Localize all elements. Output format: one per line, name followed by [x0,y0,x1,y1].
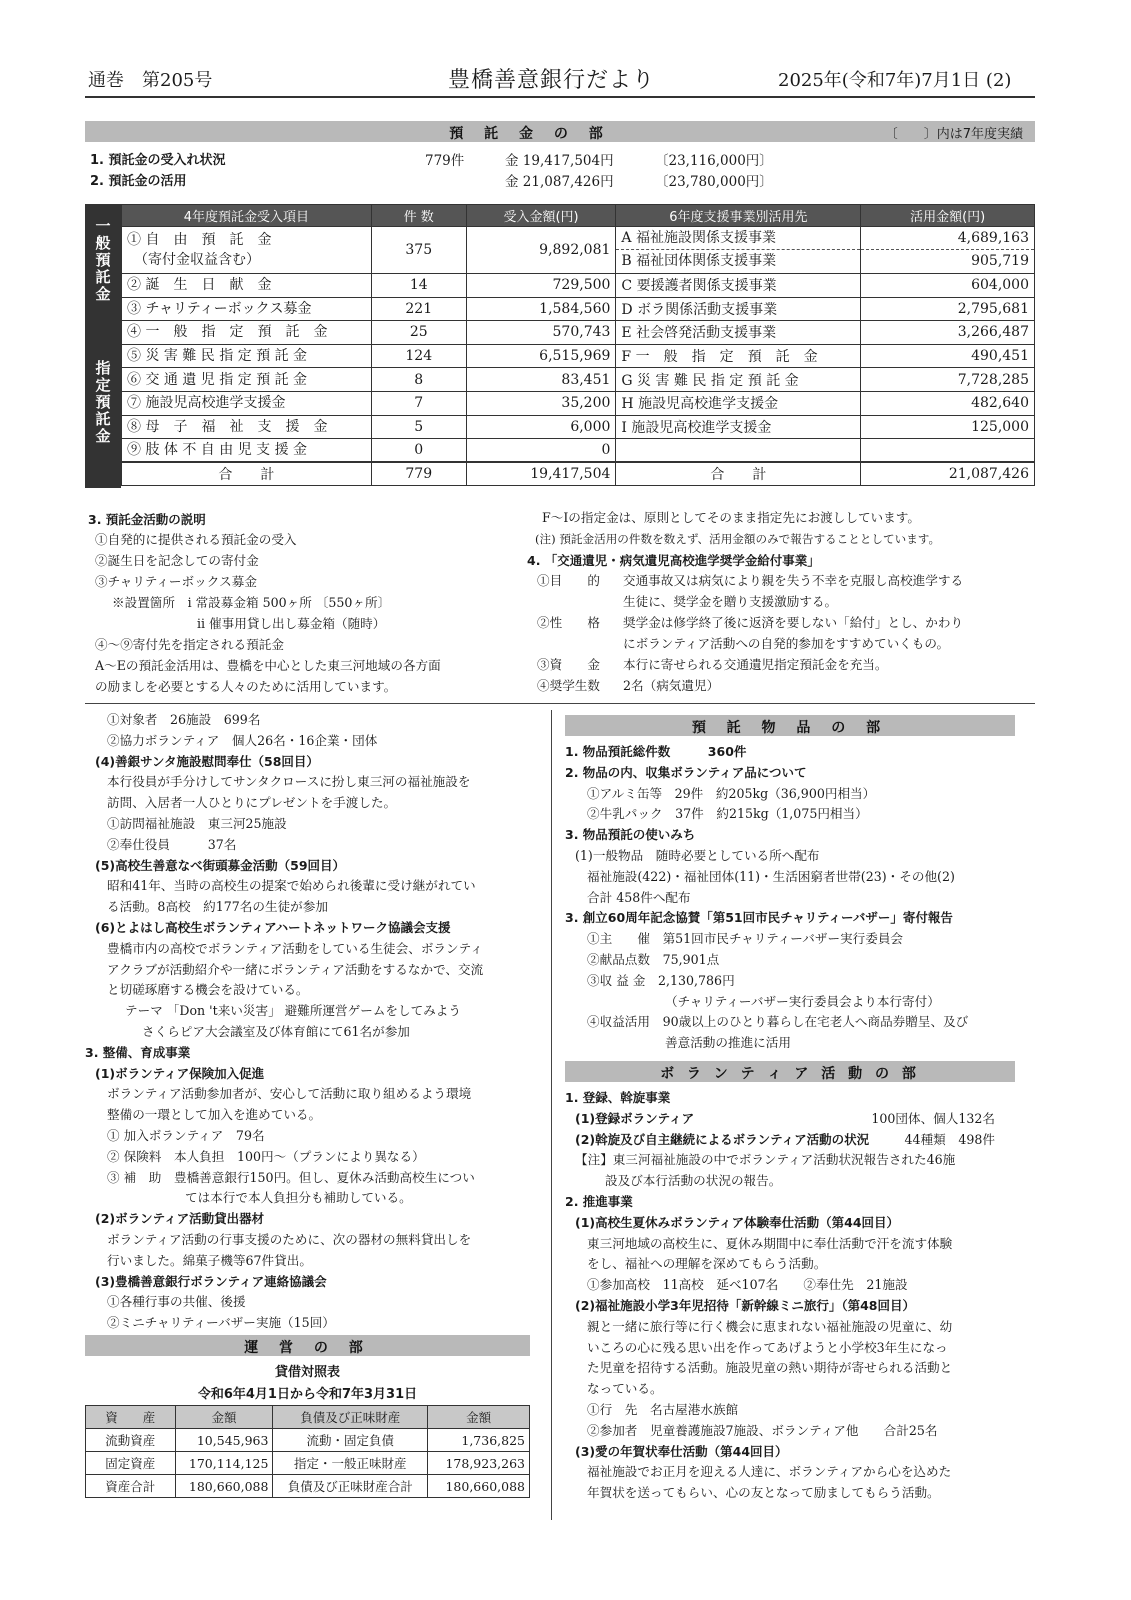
item-heading: (3)愛の年賀状奉仕活動（第44回目） [575,1443,788,1459]
item-line: ②ミニチャリティーバザー実施（15回） [107,1315,335,1331]
item-line: 行いました。綿菓子機等67件貸出。 [107,1252,312,1268]
explain-title: 3. 預託金活動の説明 [88,512,206,527]
summary-prev: 〔23,116,000円〕 [655,153,773,169]
explain-line: ①自発的に提供される預託金の受入 [95,532,297,547]
use-amount: 490,451 [861,344,1035,368]
use-target: B 福祉団体関係支援事業 [621,253,777,269]
use-target [616,227,861,274]
table-row [86,1475,530,1498]
item-heading: (6)とよはし高校生ボランティアハートネットワーク協議会支援 [95,920,451,935]
item-line: なっている。 [587,1381,663,1397]
newsletter-title: 豊橋善意銀行だより [448,68,656,93]
deposit-amount: 0 [466,439,616,463]
summary-count: 779件 [425,153,465,169]
item-line: 設及び本行活動の状況の報告。 [605,1173,782,1189]
use-target: I 施設児高校進学支援金 [616,415,861,439]
scholarship-key: ②性 格 [537,615,600,630]
scholarship-key: ③資 金 [537,657,600,672]
item-line: ①訪問福祉施設 東三河25施設 [107,816,287,831]
bs-asset-amount: 170,114,125 [175,1452,273,1475]
deposit-item: ⑧ 母 子 福 祉 支 援 金 [122,415,372,439]
goods-section-bar [565,715,1015,736]
deposit-table-header [122,205,1035,227]
table-row [122,321,1035,345]
item-line: ①主 催 第51回市民チャリティーバザー実行委員会 [587,931,904,947]
bs-asset-label: 流動資産 [86,1429,176,1452]
item-line: ①各種行事の共催、後援 [107,1294,246,1310]
use-amount: 482,640 [861,391,1035,415]
balance-sheet-title: 貸借対照表 [274,1365,340,1380]
general-deposit-label: 一般預託金 [85,204,121,317]
item-line: ①アルミ缶等 29件 約205kg（36,900円相当） [587,785,876,801]
scholarship-value: 2名（病気遺児） [623,678,720,693]
bs-header-liabilities: 負債及び正味財産 [273,1406,428,1429]
item-line: 親と一緒に旅行等に行く機会に恵まれない福祉施設の児童に、幼 [587,1318,953,1334]
summary-prev: 〔23,780,000円〕 [655,174,773,190]
bs-header-amount: 金額 [175,1406,273,1429]
item-line: ①行 先 名古屋港水族館 [587,1402,739,1417]
item-heading: 3. 創立60周年記念協賛「第51回市民チャリティーバザー」寄付報告 [565,910,953,926]
use-target: F 一 般 指 定 預 託 金 [616,344,861,368]
summary-label: 2. 預託金の活用 [90,174,187,189]
use-target: D ボラ関係活動支援事業 [616,297,861,321]
use-target [616,439,861,463]
item-value: 44種類 498件 [904,1131,995,1147]
deposit-amount: 570,743 [466,321,616,345]
deposit-item: ② 誕 生 日 献 金 [122,274,372,298]
use-target: E 社会啓発活動支援事業 [616,321,861,345]
item-heading: 1. 登録、斡旋事業 [565,1090,671,1105]
summary-amount: 金 21,087,426円 [505,174,614,190]
explain-line: ※設置箇所 i 常設募金箱 500ヶ所 〔550ヶ所〕 [112,595,391,610]
item-line: ②奉仕役員 37名 [107,836,237,852]
scholarship-key: ①目 的 [537,573,600,588]
deposit-section-bar [85,121,1035,142]
use-target: H 施設児高校進学支援金 [616,391,861,415]
item-heading: (1)ボランティア保険加入促進 [95,1065,265,1081]
scholarship-value: にボランティア活動への自発的参加をすすめていくもの。 [623,636,950,651]
bs-liability-label: 流動・固定負債 [273,1429,428,1452]
scholarship-title: 4. 「交通遺児・病気遺児高校進学奨学金給付事業」 [527,553,820,568]
item-heading: 1. 物品預託総件数 360件 [565,744,747,759]
summary-label: 1. 預託金の受入れ状況 [90,153,226,168]
deposit-amount: 83,451 [466,368,616,392]
deposit-count: 0 [371,439,466,463]
item-line: ②参加者 児童養護施設7施設、ボランティア他 合計25名 [587,1422,938,1438]
deposit-count: 7 [371,391,466,415]
item-line: さくらピア大会議室及び体育館にて61名が参加 [142,1024,410,1039]
item-line: 福祉施設でお正月を迎える人達に、ボランティアから心を込めた [587,1464,952,1480]
item-heading: (3)豊橋善意銀行ボランティア連絡協議会 [95,1273,327,1289]
table-row [86,1429,530,1452]
balance-sheet-period: 令和6年4月1日から令和7年3月31日 [197,1387,418,1402]
item-heading: (1)高校生夏休みボランティア体験奉仕活動（第44回目） [575,1214,900,1230]
item-line: 【注】東三河福祉施設の中でボランティア活動状況報告された46施 [575,1152,956,1168]
item-line: 訪問、入居者一人ひとりにプレゼントを手渡した。 [107,795,397,811]
deposit-item: ⑨ 肢 体 不 自 由 児 支 援 金 [122,439,372,463]
deposit-amount: 1,584,560 [466,297,616,321]
bs-asset-amount: 10,545,963 [175,1429,273,1452]
item-heading: (4)善銀サンタ施設慰問奉仕（58回目） [95,753,319,769]
goods-section-title: 預 託 物 品 の 部 [691,720,889,736]
deposit-count: 375 [371,227,466,274]
item-line: ② 保険料 本人負担 100円～（プランにより異なる） [107,1148,425,1164]
deposit-amount: 729,500 [466,274,616,298]
use-amount: 3,266,487 [861,321,1035,345]
item-line: 本行役員が手分けしてサンタクロースに扮し東三河の福祉施設を [107,774,471,790]
issue-number: 通巻 第205号 [88,70,213,91]
use-amount [861,439,1035,463]
item-heading: (1)登録ボランティア [575,1110,695,1126]
table-row [122,439,1035,463]
bs-liability-label: 負債及び正味財産合計 [273,1475,428,1498]
issue-date: 2025年(令和7年)7月1日 (2) [778,70,1012,91]
col-header-count: 件 数 [371,205,466,227]
item-line: いころの心に残る思い出を作ってあげようと小学校3年生になっ [587,1339,948,1355]
deposit-item: ⑦ 施設児高校進学支援金 [122,391,372,415]
item-heading: (2)ボランティア活動貸出器材 [95,1211,265,1227]
scholarship-value: 本行に寄せられる交通遺児指定預託金を充当。 [623,657,888,672]
table-row [122,297,1035,321]
item-line: (1)一般物品 随時必要としている所へ配布 [575,848,820,863]
total-count: 779 [371,462,466,486]
item-heading: (2)斡旋及び自主継続によるボランティア活動の状況 [575,1131,870,1147]
item-line: ②牛乳パック 37件 約215kg（1,075円相当） [587,806,868,822]
note-line: (注) 預託金活用の件数を数えず、活用金額のみで報告することとしています。 [535,532,941,546]
item-line: ①参加高校 11高校 延べ107名 ②奉仕先 21施設 [587,1277,908,1293]
item-heading: (2)福祉施設小学3年児招待「新幹線ミニ旅行」（第48回目） [575,1298,915,1313]
deposit-item: ⑤ 災 害 難 民 指 定 預 託 金 [122,344,372,368]
deposit-amount: 9,892,081 [466,227,616,274]
item-heading: 2. 推進事業 [565,1194,633,1209]
item-value: 100団体、個人132名 [871,1110,995,1126]
deposit-amount: 35,200 [466,391,616,415]
ops-section-title: 運 営 の 部 [244,1340,371,1356]
item-line: 善意活動の推進に活用 [665,1035,791,1051]
scholarship-value: 奨学金は修学終了後に返済を要しない「給付」とし、かわり [623,615,964,630]
use-amount: 2,795,681 [861,297,1035,321]
deposit-item: ④ 一 般 指 定 預 託 金 [122,321,372,345]
item-line: ボランティア活動参加者が、安心して活動に取り組めるよう環境 [107,1086,472,1102]
explain-line: ④～⑨寄付先を指定される預託金 [95,637,284,652]
ops-section-bar [85,1335,530,1356]
note-line: F～Iの指定金は、原則としてそのまま指定先にお渡ししています。 [542,510,920,525]
item-line: ③収 益 金 2,130,786円 [587,972,735,988]
item-line: ボランティア活動の行事支援のために、次の器材の無料貸出しを [107,1232,472,1247]
item-line: （チャリティーバザー実行委員会より本行寄付） [665,993,940,1009]
item-line: 東三河地域の高校生に、夏休み期間中に奉仕活動で汗を流す体験 [587,1235,953,1251]
deposit-count: 25 [371,321,466,345]
deposit-count: 124 [371,344,466,368]
table-total-row [122,462,1035,486]
deposit-count: 8 [371,368,466,392]
use-amount: 4,689,163 [861,227,1034,250]
item-line: る活動。8高校 約177名の生徒が参加 [107,899,328,915]
item-line: 昭和41年、当時の高校生の提案で始められ後輩に受け継がれてい [107,878,476,894]
deposit-table [121,204,1035,486]
item-line: をし、福祉への理解を深めてもらう活動。 [587,1256,827,1272]
use-amount [861,227,1035,274]
scholarship-value: 交通事故又は病気により親を失う不幸を克服し高校進学する [623,573,964,588]
column-divider [551,710,552,1520]
item-line: ては本行で本人負担分も補助している。 [185,1190,412,1206]
use-amount: 905,719 [971,253,1029,269]
table-row [86,1452,530,1475]
bs-header-assets: 資 産 [86,1406,176,1429]
item-line: 整備の一環として加入を進めている。 [107,1107,322,1123]
item-line: ②協力ボランティア 個人26名・16企業・団体 [107,732,378,748]
deposit-item: ① 自 由 預 託 金 （寄付金収益含む） [122,227,372,274]
deposit-item: ③ チャリティーボックス募金 [122,297,372,321]
table-row [122,274,1035,298]
item-line: ③ 補 助 豊橋善意銀行150円。但し、夏休み活動高校生につい [107,1169,475,1185]
item-line: 豊橋市内の高校でボランティア活動をしている生徒会、ボランティ [107,940,483,956]
total-use-amount: 21,087,426 [861,462,1035,486]
table-row [122,344,1035,368]
col-header-use-amount: 活用金額(円) [861,205,1035,227]
item-line: ① 加入ボランティア 79名 [107,1128,265,1143]
item-line: 福祉施設(422)・福祉団体(11)・生活困窮者世帯(23)・その他(2) [587,868,955,884]
deposit-item: ⑥ 交 通 遺 児 指 定 預 託 金 [122,368,372,392]
designated-deposit-label: 指定預託金 [85,317,121,488]
item-heading: 2. 物品の内、収集ボランティア品について [565,764,807,780]
bs-liability-amount: 180,660,088 [428,1475,530,1498]
explain-line: A～Eの預託金活用は、豊橋を中心とした東三河地域の各方面 [95,658,441,673]
total-label: 合 計 [122,462,372,486]
bs-asset-label: 固定資産 [86,1452,176,1475]
use-target: G 災 害 難 民 指 定 預 託 金 [616,368,861,392]
bs-asset-amount: 180,660,088 [175,1475,273,1498]
item-line: アクラブが活動紹介や一緒にボランティア活動をするなかで、交流 [107,961,484,977]
item-line: ④収益活用 90歳以上のひとり暮らし在宅老人へ商品券贈呈、及び [587,1014,969,1030]
item-line: た児童を招待する活動。施設児童の熱い期待が寄せられる活動と [587,1360,953,1376]
use-amount: 604,000 [861,274,1035,298]
deposit-count: 14 [371,274,466,298]
scholarship-value: 生徒に、奨学金を贈り支援激励する。 [623,594,838,609]
col-header-received-amount: 受入金額(円) [466,205,616,227]
use-amount: 7,728,285 [861,368,1035,392]
item-line: 年賀状を送ってもらい、心の友となって励ましてもらう活動。 [587,1485,940,1501]
explain-line: ③チャリティーボックス募金 [95,574,257,589]
bs-liability-amount: 1,736,825 [428,1429,530,1452]
use-target: C 要援護者関係支援事業 [616,274,861,298]
item-heading: 3. 物品預託の使いみち [565,827,696,843]
explain-line: ②誕生日を記念しての寄付金 [95,553,259,568]
volunteer-section-bar [565,1061,1015,1082]
bs-liability-label: 指定・一般正味財産 [273,1452,428,1475]
balance-sheet-table [85,1405,530,1498]
item-heading: (5)高校生善意なべ街頭募金活動（59回目） [95,857,346,873]
item-line: テーマ 「Don 't来い災害」 避難所運営ゲームをしてみよう [125,1003,461,1019]
item-line: と切磋琢磨する機会を設けている。 [107,982,309,998]
item-heading: 3. 整備、育成事業 [85,1044,191,1060]
deposit-section-note: 〔 〕内は7年度実績 [884,127,1023,142]
item-line: 合計 458件へ配布 [587,889,691,905]
explain-line: の励ましを必要とする人々のために活用しています。 [95,679,397,694]
total-amount: 19,417,504 [466,462,616,486]
use-amount: 125,000 [861,415,1035,439]
item-line: ①対象者 26施設 699名 [107,712,261,727]
summary-amount: 金 19,417,504円 [505,153,614,169]
section-divider [85,703,1035,704]
deposit-amount: 6,000 [466,415,616,439]
scholarship-key: ④奨学生数 [537,678,600,693]
deposit-section-title: 預 託 金 の 部 [449,126,611,142]
deposit-count: 5 [371,415,466,439]
col-header-deposit-item: 4年度預託金受入項目 [122,205,372,227]
deposit-count: 221 [371,297,466,321]
explain-line: ii 催事用貸し出し募金箱（随時） [197,616,386,631]
table-row [122,415,1035,439]
bs-liability-amount: 178,923,263 [428,1452,530,1475]
table-row [122,227,1035,274]
total-use-label: 合 計 [616,462,861,486]
table-row [122,391,1035,415]
bs-asset-label: 資産合計 [86,1475,176,1498]
use-target: A 福祉施設関係支援事業 [616,227,860,250]
item-line: ②献品点数 75,901点 [587,952,720,967]
deposit-amount: 6,515,969 [466,344,616,368]
header-rule [85,96,1035,98]
bs-header-amount-2: 金額 [428,1406,530,1429]
volunteer-section-title: ボ ラ ン テ ィ ア 活 動 の 部 [660,1066,920,1082]
table-row [122,368,1035,392]
col-header-use-target: 6年度支援事業別活用先 [616,205,861,227]
